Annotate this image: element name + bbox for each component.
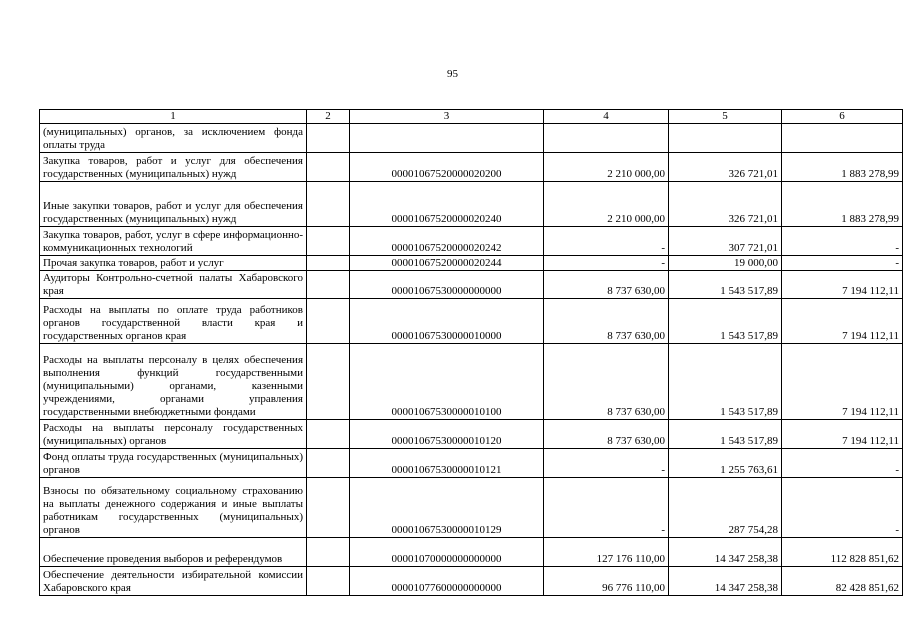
row-approved-cell (544, 124, 669, 153)
table-row (40, 449, 903, 478)
row-code-cell: 00001067530000010100 (350, 344, 544, 420)
table-row (40, 227, 903, 256)
row-executed-cell: 14 347 258,38 (669, 567, 782, 596)
row-unexecuted-cell: 1 883 278,99 (782, 182, 903, 227)
row-approved-cell: - (544, 256, 669, 271)
budget-execution-table (39, 109, 903, 596)
row-executed-cell: 287 754,28 (669, 478, 782, 538)
row-name-cell: Закупка товаров, работ и услуг для обеспечения государственных (муниципальных) нужд (40, 153, 307, 182)
column-header-4: 4 (544, 110, 669, 124)
table-row (40, 153, 903, 182)
row-name-cell: Аудиторы Контрольно-счетной палаты Хабаровского края (40, 271, 307, 299)
table-row (40, 256, 903, 271)
row-name-cell: Фонд оплаты труда государственных (муниципальных) органов (40, 449, 307, 478)
row-approved-cell: 96 776 110,00 (544, 567, 669, 596)
row-unexecuted-cell: 7 194 112,11 (782, 420, 903, 449)
row-executed-cell: 1 255 763,61 (669, 449, 782, 478)
row-unexecuted-cell (782, 124, 903, 153)
row-col2-cell (307, 227, 350, 256)
row-executed-cell: 1 543 517,89 (669, 344, 782, 420)
column-header-1: 1 (40, 110, 307, 124)
row-col2-cell (307, 256, 350, 271)
row-code-cell (350, 124, 544, 153)
row-unexecuted-cell: 7 194 112,11 (782, 271, 903, 299)
row-approved-cell: - (544, 478, 669, 538)
row-unexecuted-cell: - (782, 227, 903, 256)
row-code-cell: 00001077600000000000 (350, 567, 544, 596)
row-col2-cell (307, 538, 350, 567)
row-code-cell: 00001067520000020200 (350, 153, 544, 182)
row-code-cell: 00001067530000010129 (350, 478, 544, 538)
row-executed-cell: 19 000,00 (669, 256, 782, 271)
row-code-cell: 00001067530000000000 (350, 271, 544, 299)
row-name-cell: Закупка товаров, работ, услуг в сфере информационно-коммуникационных технологий (40, 227, 307, 256)
row-unexecuted-cell: - (782, 256, 903, 271)
row-col2-cell (307, 449, 350, 478)
row-code-cell: 00001067520000020240 (350, 182, 544, 227)
row-approved-cell: 8 737 630,00 (544, 420, 669, 449)
row-unexecuted-cell: 112 828 851,62 (782, 538, 903, 567)
row-code-cell: 00001067530000010120 (350, 420, 544, 449)
table-row (40, 271, 903, 299)
row-name-cell: Взносы по обязательному социальному страхованию на выплаты денежного содержания и иные выплаты работникам государственных (муниципальных) органов (40, 478, 307, 538)
table-row (40, 299, 903, 344)
page-number: 95 (447, 68, 458, 80)
table-row (40, 420, 903, 449)
row-executed-cell: 14 347 258,38 (669, 538, 782, 567)
row-code-cell: 00001067530000010000 (350, 299, 544, 344)
table-row (40, 124, 903, 153)
row-name-cell: Обеспечение деятельности избирательной комиссии Хабаровского края (40, 567, 307, 596)
row-executed-cell (669, 124, 782, 153)
row-code-cell: 00001067520000020242 (350, 227, 544, 256)
row-name-cell: Обеспечение проведения выборов и референдумов (40, 538, 307, 567)
table-row (40, 567, 903, 596)
row-approved-cell: - (544, 449, 669, 478)
row-unexecuted-cell: - (782, 449, 903, 478)
row-name-cell: Прочая закупка товаров, работ и услуг (40, 256, 307, 271)
row-unexecuted-cell: 1 883 278,99 (782, 153, 903, 182)
row-unexecuted-cell: 82 428 851,62 (782, 567, 903, 596)
row-col2-cell (307, 153, 350, 182)
column-header-2: 2 (307, 110, 350, 124)
table-row (40, 182, 903, 227)
row-name-cell: Расходы на выплаты персоналу государственных (муниципальных) органов (40, 420, 307, 449)
row-name-cell: (муниципальных) органов, за исключением фонда оплаты труда (40, 124, 307, 153)
row-col2-cell (307, 271, 350, 299)
column-header-3: 3 (350, 110, 544, 124)
table-row (40, 344, 903, 420)
row-executed-cell: 1 543 517,89 (669, 420, 782, 449)
row-code-cell: 00001067520000020244 (350, 256, 544, 271)
row-approved-cell: 2 210 000,00 (544, 153, 669, 182)
row-col2-cell (307, 299, 350, 344)
row-name-cell: Расходы на выплаты по оплате труда работников органов государственной власти края и государственных органов края (40, 299, 307, 344)
row-col2-cell (307, 182, 350, 227)
row-name-cell: Расходы на выплаты персоналу в целях обеспечения выполнения функций государственными (муниципальными) органами, казенными учреждениями, органами управления государственными внебюджетными фондами (40, 344, 307, 420)
row-unexecuted-cell: - (782, 478, 903, 538)
row-col2-cell (307, 344, 350, 420)
row-executed-cell: 1 543 517,89 (669, 271, 782, 299)
row-col2-cell (307, 124, 350, 153)
table-row (40, 478, 903, 538)
row-approved-cell: - (544, 227, 669, 256)
row-code-cell: 00001067530000010121 (350, 449, 544, 478)
row-approved-cell: 127 176 110,00 (544, 538, 669, 567)
row-approved-cell: 8 737 630,00 (544, 299, 669, 344)
row-unexecuted-cell: 7 194 112,11 (782, 299, 903, 344)
row-executed-cell: 307 721,01 (669, 227, 782, 256)
row-approved-cell: 2 210 000,00 (544, 182, 669, 227)
row-executed-cell: 1 543 517,89 (669, 299, 782, 344)
row-approved-cell: 8 737 630,00 (544, 271, 669, 299)
table-row (40, 538, 903, 567)
column-header-6: 6 (782, 110, 903, 124)
row-col2-cell (307, 567, 350, 596)
column-header-5: 5 (669, 110, 782, 124)
row-code-cell: 00001070000000000000 (350, 538, 544, 567)
column-number-row (40, 110, 903, 124)
row-unexecuted-cell: 7 194 112,11 (782, 344, 903, 420)
row-approved-cell: 8 737 630,00 (544, 344, 669, 420)
row-name-cell: Иные закупки товаров, работ и услуг для обеспечения государственных (муниципальных) нужд (40, 182, 307, 227)
row-col2-cell (307, 420, 350, 449)
row-col2-cell (307, 478, 350, 538)
row-executed-cell: 326 721,01 (669, 182, 782, 227)
row-executed-cell: 326 721,01 (669, 153, 782, 182)
